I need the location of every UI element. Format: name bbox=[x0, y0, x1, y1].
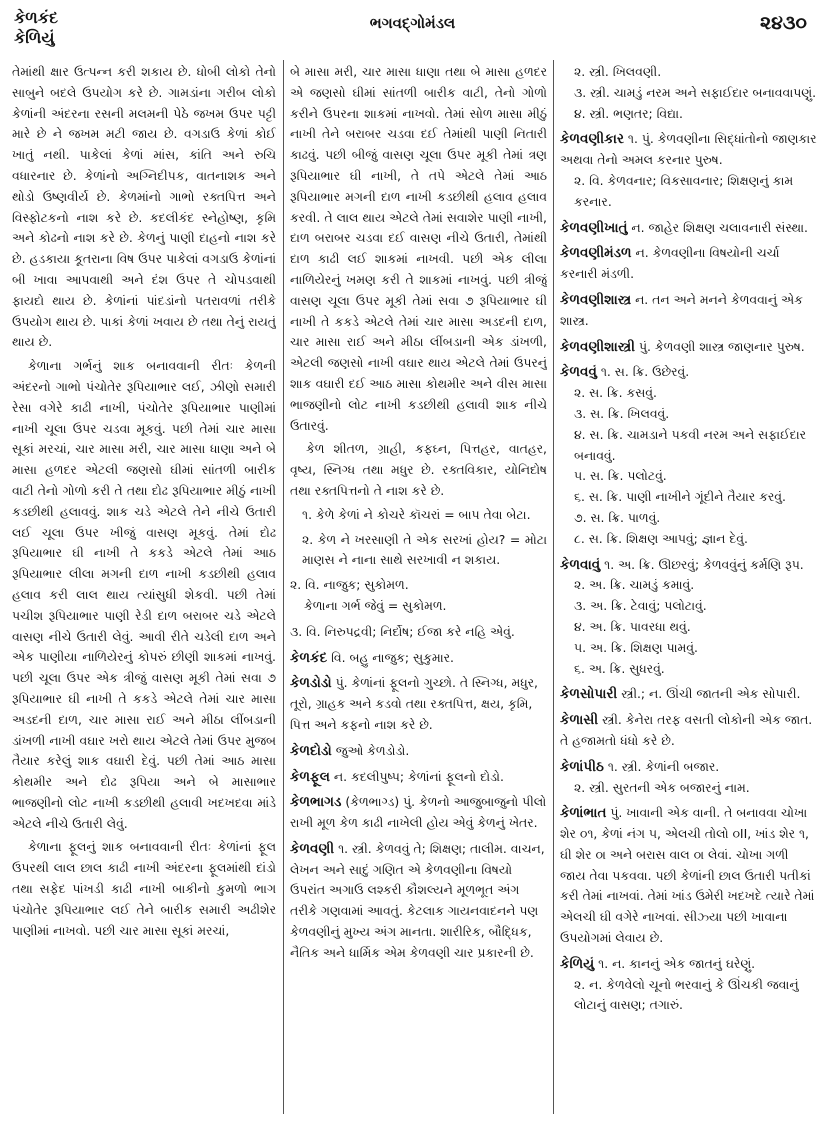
paragraph: કેળ શીતળ, ગ્રાહી, કફઘ્ન, પિત્તહર, વાતહર, વૃષ્ય, સ્નિગ્ધ તથા મધુર છે. રક્તવિકાર, યોનિદોષ તથા રક્તપિત્તનો તે નાશ કરે છે. bbox=[290, 441, 547, 498]
sense: ૪. સ. ક્રિ. ચામડાને પકવી નરમ અને સફાઈદાર બનાવવું. bbox=[574, 426, 807, 463]
definition: સ્ત્રી. કેનેરા તરફ વસતી લોકોની એક જાત. તે હજામતો ધંધો કરે છે. bbox=[560, 712, 813, 748]
definition: વિ. બહુ નાજુક; સુકુમાર. bbox=[331, 649, 454, 665]
entry bbox=[560, 684, 817, 705]
headword: કેળાસી bbox=[560, 712, 599, 729]
entry bbox=[290, 792, 547, 834]
definition: (કેળભાગ્ડ) પું. કેળનો આજુબાજુનો પીલો રાખી મૂળ કેળ કાઢી નાખેલી હોય એવું કેળનું ખેતર. bbox=[290, 794, 547, 831]
book-title: ભગવદ્ગોમંડલ bbox=[369, 14, 456, 32]
sense: ૩. વિ. નિરુપદ્રવી; નિર્દોષ; ઈજા કરે નહિ એવું. bbox=[290, 623, 515, 639]
entry bbox=[290, 839, 547, 964]
definition: ૧. પું. કેળવણીના સિદ્ધાંતોનો જાણકાર અથવા તેનો અમલ કરનાર પુરુષ. bbox=[560, 131, 817, 168]
sense: ૨. સ્ત્રી. સુરતની એક બજારનું નામ. bbox=[574, 779, 750, 795]
headword: કેળસોપારી bbox=[560, 686, 618, 703]
entry bbox=[560, 954, 817, 1016]
entry bbox=[290, 767, 547, 788]
page-header bbox=[14, 8, 811, 54]
sense: ૩. અ. ક્રિ. ટેવાવું; પલોટાવું. bbox=[574, 598, 707, 614]
recipe-paragraph: કેળાના ગર્ભનું શાક બનાવવાની રીતઃ કેળની અંદરનો ગાભો પંચોતેર રૂપિયાભાર લઈ, ઝીણો સમારી રેસા વગેરે કાઢી નાખી, પંચોતેર રૂપિયાભાર પાણીમાં નાખી ચૂલા ઉપર ચડવા મૂકવું. પછી તેમાં ચાર માસા સૂકાં મરચાં, ચાર માસા મરી, ચાર માસા ધાણા અને બે માસા હળદર એટલી જણસો ઘીમાં સાંતળી બારીક વાટી તેનો ગોળો કરી તે તથા દોઢ રૂપિયાભાર મીઠું નાખી કડછીથી હલાવવું. શાક ચડે એટલે તેને નીચે ઉતારી લઈ ચૂલા ઉપર ખીજું વાસણ મૂકવું. તેમાં દોઢ રૂપિયાભાર ઘી નાખી તે કકડે એટલે તેમાં આઠ રૂપિયાભાર લીલા મગની દાળ નાખી કડછીથી હલાવ હલાવ કરી લાલ થાય ત્યાંસુધી શેકવી. પછી તેમાં પચીશ રૂપિયાભાર પાણી રેડી દાળ બરાબર ચડે એટલે વાસણ નીચે ઉતારી લેવું. આવી રીતે ચડેલી દાળ અને એક પાણીયા નાળિયેરનું કોપરું છીણી શાકમાં નાખવું. પછી ચૂલા ઉપર એક ત્રીજું વાસણ મૂકી તેમાં સવા ૭ રૂપિયાભાર ઘી નાખી તે કકડે એટલે તેમાં ચાર માસા અડદની દાળ, ચાર માસા રાઈ અને મીઠા લીંબડાની ડાંખળી નાખી વઘાર ખરો થાય એટલે તેમાં ઉપર મુજબ તૈયાર કરેલું શાક વઘારી દેવું. પછી તેમાં આઠ માસા કોથમીર અને દોઢ રૂપિયા અને બે માસાભાર ભાજણીનો લોટ નાખી કડછીથી હલાવી ખદખદવા માંડે એટલે નીચે ઉતારી લેવું. bbox=[12, 358, 276, 831]
sense: ૩. સ. ક્રિ. ખિલવવું. bbox=[574, 405, 670, 421]
recipe-paragraph: કેળાના ફૂલનું શાક બનાવવાની રીતઃ કેળાંનાં ફૂલ ઉપરથી લાલ છાલ કાઢી નાખી અંદરના ફૂલમાંથી દાંડો તથા સફેદ પાંખડી કાઢી નાખી બાકીનો કુમળો ભાગ પંચોતેર રૂપિયાભાર લઈ તેને બારીક સમારી અઢીશેર પાણીમાં નાખવો. પછી ચાર માસા સૂકાં મરચાં, bbox=[12, 839, 276, 938]
sense: ૪. અ. ક્રિ. પાવરધા થવું. bbox=[574, 618, 691, 634]
headword: કેળાંભાત bbox=[560, 805, 607, 822]
definition: પું. કેળાંનાં ફૂલનો ગુચ્છો. તે સ્નિગ્ધ, મધુર, તૂરો, ગ્રાહક અને કડવો તથા રક્તપિત્ત, ક્ષય, કૃમિ, પિત્ત અને કફનો નાશ કરે છે. bbox=[290, 675, 538, 732]
column-divider bbox=[283, 60, 284, 1114]
definition: પું. કેળવણી શાસ્ત્ર જાણનાર પુરુષ. bbox=[638, 338, 805, 354]
sense: ૮. સ. ક્રિ. શિક્ષણ આપવું; જ્ઞાન દેવું. bbox=[574, 530, 748, 546]
proverb: ૨. કેળ ને ખરસાણી તે એક સરખાં હોય? = મોટા માણસ ને નાના સાથે સરખાવી ન શકાય. bbox=[302, 531, 547, 568]
headword: કેળવણીકાર bbox=[560, 131, 624, 148]
entry bbox=[560, 290, 817, 332]
entry bbox=[560, 362, 817, 549]
definition: ન. કદલીપુષ્પ; કેળાંનાં ફૂલનો દોડો. bbox=[333, 768, 504, 784]
headword: કેળવણીશાસ્ત્ર bbox=[560, 291, 632, 308]
headword: કેળવવું bbox=[560, 364, 597, 381]
sense: ૨. સ્ત્રી. ખિલવણી. bbox=[574, 64, 662, 79]
sense: ૨. ન. કેળવેલો ચૂનો ભરવાનું કે ઊંચકી જવાનું લોટાનું વાસણ; તગારું. bbox=[574, 976, 799, 1013]
definition: જુઓ કેળડોડો. bbox=[335, 742, 410, 758]
sense: ૨. અ. ક્રિ. ચામડું કમાવું. bbox=[574, 577, 695, 593]
entry bbox=[560, 243, 817, 285]
definition: ન. કેળવણીના વિષયોની ચર્ચા કરનારી મંડળી. bbox=[560, 245, 780, 282]
guide-word-first: કેળકંદ bbox=[14, 8, 59, 27]
entry bbox=[560, 555, 817, 680]
headword: કેળવાવું bbox=[560, 556, 601, 573]
entry bbox=[560, 129, 817, 212]
column-2 bbox=[290, 62, 547, 1114]
entry bbox=[560, 710, 817, 752]
definition: સ્ત્રી.; ન. ઊંચી જાતની એક સોપારી. bbox=[621, 686, 801, 702]
headword: કેળદોડો bbox=[290, 742, 332, 759]
entry bbox=[560, 218, 817, 239]
proverb: ૧. કેળે કેળાં ને કોચરે કૉચરાં = બાપ તેવા બેટા. bbox=[302, 506, 531, 522]
headword: કેળવણીશાસ્ત્રી bbox=[560, 338, 635, 355]
sense: ૫. સ. ક્રિ. પલોટવું. bbox=[574, 468, 667, 484]
paragraph: તેમાંથી ક્ષાર ઉત્પન્ન કરી શકાય છે. ધોબી લોકો તેનો સાબુને બદલે ઉપયોગ કરે છે. ગામડાંના ગરીબ લોકો કેળાંની અંદરના રસની મલમની પેઠે જખમ ઉપર પટ્ટી મારે છે ને જખમ મટી જાય છે. વગડાઉ કેળાં કોઈ ખાતું નથી. પાકેલાં કેળાં માંસ, કાંતિ અને રુચિ વધારનાર છે. કેળાંનો અગ્નિદીપક, વાતનાશક અને થોડો ઉષ્ણવીર્ય છે. કેળમાંનો ગાભો રક્તપિત્ત અને વિસ્ફોટકનો નાશ કરે છે. કદલીકંદ સ્નેહોષ્ણ, કૃમિ અને કોઢનો નાશ કરે છે. કેળનું પાણી દાહનો નાશ કરે છે. હડકાયા કૂતરાના વિષ ઉપર પાકેલાં વગડાઉ કેળાંનાં બી ખાવા આપવાથી અને દંશ ઉપર તે ચોપડવાથી ફાયદો થાય છે. કેળાંનાં પાંદડાંનો પતરાવળાં તરીકે ઉપયોગ થાય છે. પાકાં કેળાં ખવાય છે તથા તેનું રાયતું થાય છે. bbox=[12, 64, 276, 350]
paragraph: બે માસા મરી, ચાર માસા ધાણા તથા બે માસા હળદર એ જણસો ઘીમાં સાંતળી બારીક વાટી, તેનો ગોળો કરીને ઉપરના શાકમાં નાખવો. તેમાં સોળ માસા મીઠું નાખી તેને બરાબર ચડવા દઈ તેમાંથી પાણી નિતારી કાઢવું. પછી બીજું વાસણ ચૂલા ઉપર મૂકી તેમાં ત્રણ રૂપિયાભાર ઘી નાખી, તે તપે એટલે તેમાં આઠ રૂપિયાભાર મગની દાળ નાખી કડછીથી હલાવ હલાવ કરવી. તે લાલ થાય એટલે તેમાં સવાશેર પાણી નાખી, દાળ બરાબર ચડવા દઈ વાસણ નીચે ઉતારી, તેમાંથી દાળ કાઢી લઈ શાકમાં નાખવી. પછી એક લીલા નાળિયેરનું ખમણ કરી તે શાકમાં નાખવું. પછી ત્રીજું વાસણ ચૂલા ઉપર મૂકી તેમાં સવા ૭ રૂપિયાભાર ઘી નાખી તે કકડે એટલે તેમાં ચાર માસા અડદની દાળ, ચાર માસા રાઈ અને મીઠા લીંબડાની એક ડાંખળી, એટલી જણસો નાખી વઘાર થાય એટલે તેમાં ઉપરનું શાક વઘારી દઈ આઠ માસા કોથમીર અને વીસ માસા ભાજણીનો લોટ નાખી કડછીથી હલાવી શાક નીચે ઉતારવું. bbox=[290, 64, 547, 433]
entry bbox=[560, 803, 817, 949]
sense bbox=[290, 575, 547, 617]
headword: કેળભાગડ bbox=[290, 794, 342, 811]
sense: ૭. સ. ક્રિ. પાળવું. bbox=[574, 509, 661, 525]
headword: કેળવણી bbox=[290, 840, 335, 857]
headword: કેળકંદ bbox=[290, 649, 328, 666]
headword: કેળડોડો bbox=[290, 675, 332, 692]
headword: કેળવણીમંડળ bbox=[560, 245, 632, 262]
definition: પું. ખાવાની એક વાની. તે બનાવવા ચોખા શેર ૦૧, કેળાં નંગ ૫, એલચી તોલો ૦II, ખાંડ શેર ૧, ઘી શેર ૦ા અને બરાસ વાલ ૦ા લેવાં. ચોખા ગળી જાય તેવા પકવવા. પછી કેળાંની છાલ ઉતારી પતીકાં કરી તેમાં નાખવાં. તેમાં ખાંડ ઉમેરી ખદખદે ત્યારે તેમાં એલચી ઘી વગેરે નાખવાં. સીઝ્યા પછી ખાવાના ઉપયોગમાં લેવાય છે. bbox=[560, 805, 815, 946]
column-3 bbox=[560, 62, 817, 1114]
definition: ૧. સ્ત્રી. કેળાંની બજાર. bbox=[607, 758, 720, 774]
sense-example: કેળાના ગર્ભ જેવું = સુકોમળ. bbox=[304, 597, 447, 613]
sense: ૩. સ્ત્રી. ચામડું નરમ અને સફાઈદાર બનાવવાપણું. bbox=[574, 84, 817, 100]
sense: ૬. અ. ક્રિ. સુધરવું. bbox=[574, 660, 665, 676]
definition: ન. જાહેર શિક્ષણ ચલાવનારી સંસ્થા. bbox=[631, 219, 808, 235]
headword: કેળવણીખાતું bbox=[560, 219, 628, 236]
definition: ન. તન અને મનને કેળવવાનું એક શાસ્ત્ર. bbox=[560, 291, 803, 328]
guide-word-last: કેળિયું bbox=[14, 28, 55, 47]
entry bbox=[290, 741, 547, 762]
definition: ૧. સ્ત્રી. કેળવવું તે; શિક્ષણ; તાલીમ. વાચન, લેખન અને સાદું ગણિત એ કેળવણીના વિષયો ઉપરાંત અગાઉ લશ્કરી કૌશલ્યને મૂળભૂત અંગ તરીકે ગણવામાં આવતું. કેટલાક ગાયનવાદનને પણ કેળવણીનું મુખ્ય અંગ માનતા. શારીરિક, બૌદ્ધિક, નૈતિક અને ધાર્મિક એમ કેળવણી ચાર પ્રકારની છે. bbox=[290, 840, 545, 960]
headword: કેળિયું bbox=[560, 955, 595, 972]
sense: ૬. સ. ક્રિ. પાણી નાખીને ગૂંદીને તૈયાર કરવું. bbox=[574, 489, 786, 505]
definition: ૧. અ. ક્રિ. ઊછરવું; કેળવવુંનું કર્મણિ રૂપ. bbox=[604, 556, 804, 572]
column-1 bbox=[12, 62, 276, 1114]
sense: ૫. અ. ક્રિ. શિક્ષણ પામવું. bbox=[574, 639, 698, 655]
entry bbox=[290, 673, 547, 735]
sense: ૪. સ્ત્રી. ભણતર; વિદ્યા. bbox=[574, 105, 683, 121]
entry bbox=[560, 757, 817, 799]
headword: કેળફૂલ bbox=[290, 768, 330, 785]
definition: ૧. સ. ક્રિ. ઉછેરવું. bbox=[600, 364, 690, 380]
entry bbox=[290, 648, 547, 669]
page-number: ૨૪૩૦ bbox=[759, 12, 807, 34]
column-divider bbox=[553, 60, 554, 1114]
definition: ૧. ન. કાનનું એક જાતનું ઘરેણું. bbox=[598, 955, 756, 971]
entry bbox=[560, 337, 817, 358]
sense: ૨. વિ. કેળવનાર; વિકસાવનાર; શિક્ષણનું કામ કરનાર. bbox=[574, 172, 794, 209]
entry-continuation bbox=[560, 62, 817, 124]
sense-text: ૨. વિ. નાજુક; સુકોમળ. bbox=[290, 577, 409, 593]
sense: ૨. સ. ક્રિ. કસવું. bbox=[574, 385, 657, 401]
headword: કેળાંપીઠ bbox=[560, 758, 604, 775]
